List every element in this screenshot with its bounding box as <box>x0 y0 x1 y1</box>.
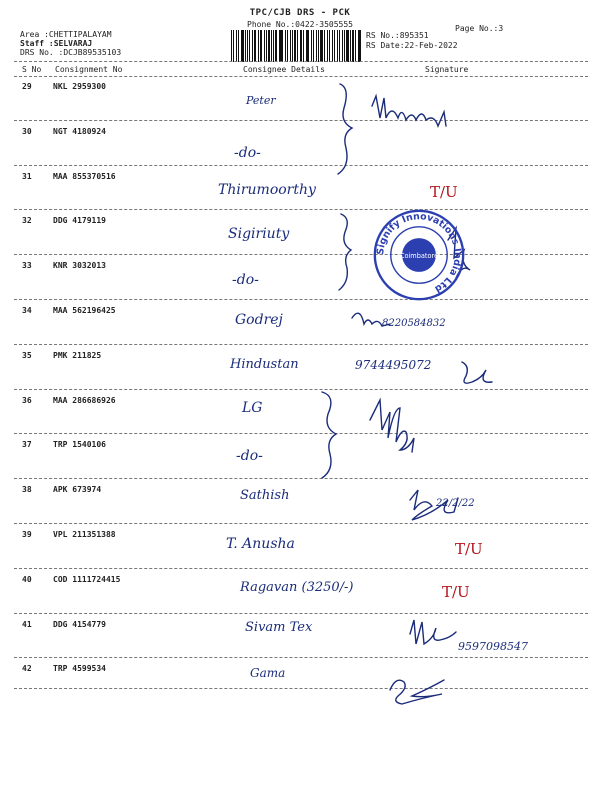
row-sno: 38 <box>22 485 32 494</box>
row-consignment-no: DDG 4154779 <box>53 620 106 629</box>
consignee-33: -do- <box>232 272 259 288</box>
row-consignment-no: MAA 562196425 <box>53 306 116 315</box>
col-consignee: Consignee Details <box>243 65 325 74</box>
company-stamp <box>372 208 466 302</box>
row-sno: 34 <box>22 306 32 315</box>
row-consignment-no: APK 673974 <box>53 485 102 494</box>
signature-scribble-36 <box>370 400 414 452</box>
signature-scribble-35 <box>462 362 492 383</box>
row-sno: 35 <box>22 351 32 360</box>
col-consignment: Consignment No <box>55 65 123 74</box>
consignee-32: Sigiriuty <box>228 226 290 242</box>
consignee-42: Gama <box>250 666 286 680</box>
rs-number: RS No.:895351 <box>366 31 429 40</box>
staff-label: Staff :SELVARAJ <box>20 39 93 48</box>
row-sno: 32 <box>22 216 32 225</box>
row-sno: 37 <box>22 440 32 449</box>
row-sno: 31 <box>22 172 32 181</box>
row-sno: 39 <box>22 530 32 539</box>
consignee-34: Godrej <box>235 312 283 328</box>
signature-38: 22/2/22 <box>436 498 475 509</box>
stamp-center: Coimbatore <box>399 251 439 260</box>
consignee-31: Thirumoorthy <box>218 182 316 198</box>
row-consignment-no: NKL 2959300 <box>53 82 106 91</box>
row-consignment-no: DDG 4179119 <box>53 216 106 225</box>
signature-41: 9597098547 <box>458 640 528 653</box>
row-consignment-no: PMK 211825 <box>53 351 102 360</box>
row-sno: 30 <box>22 127 32 136</box>
brace-29-30 <box>338 84 352 174</box>
signature-scribble-41 <box>410 620 456 644</box>
row-consignment-no: VPL 211351388 <box>53 530 116 539</box>
signature-40: T/U <box>442 583 470 601</box>
stamp-text: Signify Innovations India Ltd <box>375 211 463 295</box>
col-sno: S No <box>22 65 42 74</box>
row-consignment-no: TRP 4599534 <box>53 664 106 673</box>
row-consignment-no: NGT 4180924 <box>53 127 106 136</box>
consignee-39: T. Anusha <box>226 536 295 552</box>
consignee-36: LG <box>242 400 263 416</box>
row-sno: 42 <box>22 664 32 673</box>
row-consignment-no: MAA 286686926 <box>53 396 116 405</box>
row-consignment-no: COD 1111724415 <box>53 575 121 584</box>
drs-number: DRS No. :DCJB89535103 <box>20 48 122 57</box>
consignee-29: Peter <box>246 94 276 107</box>
col-signature: Signature <box>425 65 469 74</box>
signature-31: T/U <box>430 183 458 201</box>
row-consignment-no: TRP 1540106 <box>53 440 106 449</box>
row-sno: 29 <box>22 82 32 91</box>
consignee-35: Hindustan <box>230 357 299 372</box>
phone-number: Phone No.:0422-3505555 <box>247 20 353 29</box>
row-consignment-no: MAA 855370516 <box>53 172 116 181</box>
consignee-40: Ragavan (3250/-) <box>240 580 354 595</box>
row-sno: 36 <box>22 396 32 405</box>
row-consignment-no: KNR 3032013 <box>53 261 106 270</box>
row-sno: 33 <box>22 261 32 270</box>
consignee-38: Sathish <box>240 488 290 503</box>
consignee-37: -do- <box>236 448 263 464</box>
consignee-30: -do- <box>234 145 261 161</box>
row-sno: 41 <box>22 620 32 629</box>
area-label: Area :CHETTIPALAYAM <box>20 30 112 39</box>
signature-scribble-34 <box>352 313 390 326</box>
brace-36-37 <box>322 392 336 478</box>
signature-34: 8220584832 <box>382 318 446 329</box>
report-title: TPC/CJB DRS - PCK <box>249 8 351 18</box>
consignee-41: Sivam Tex <box>245 620 313 635</box>
rs-date: RS Date:22-Feb-2022 <box>366 41 458 50</box>
signature-35: 9744495072 <box>355 358 432 372</box>
signature-scribble-29 <box>372 96 446 126</box>
signature-39: T/U <box>455 540 483 558</box>
page-number: Page No.:3 <box>455 24 504 33</box>
brace-32-33 <box>339 214 351 290</box>
row-sno: 40 <box>22 575 32 584</box>
signature-scribble-42 <box>390 680 444 704</box>
signature-scribble-38 <box>410 490 458 520</box>
